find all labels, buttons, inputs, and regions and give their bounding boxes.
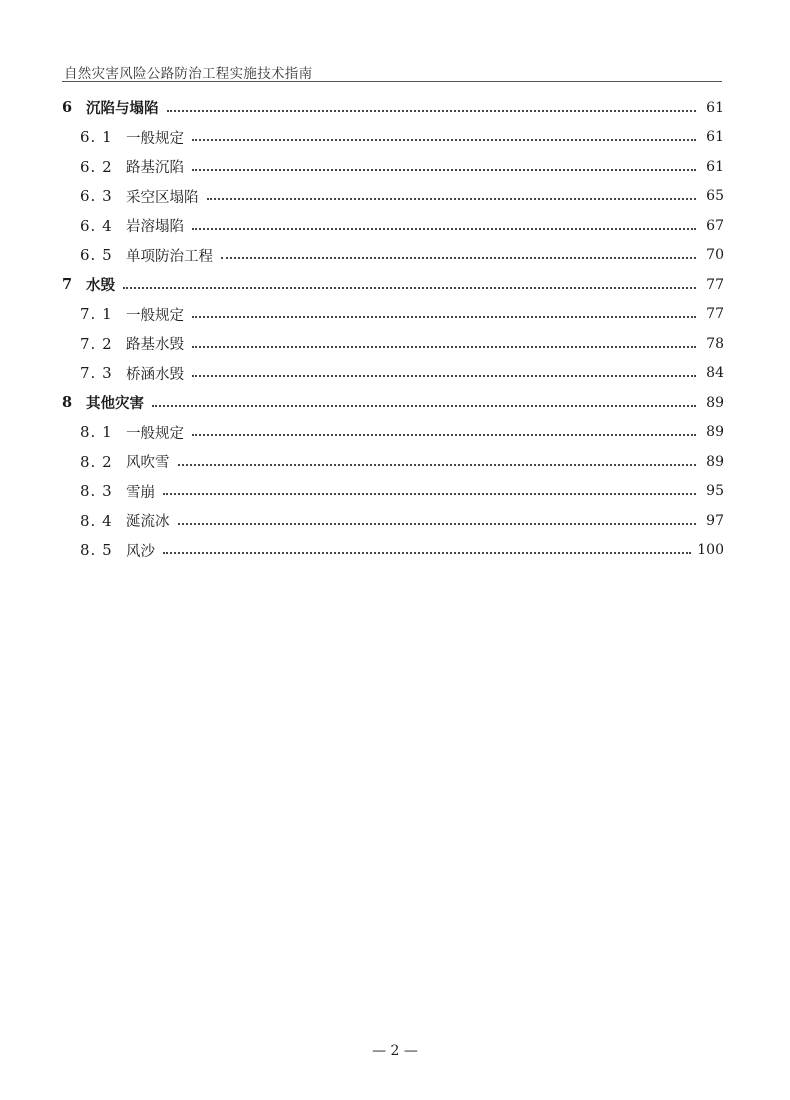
dot-leader (163, 552, 691, 554)
toc-number: 8. 3 (80, 482, 113, 501)
toc-page-number: 97 (706, 512, 724, 529)
toc-number: 7. 2 (80, 334, 113, 353)
toc-page-number: 61 (706, 99, 724, 116)
dot-leader (178, 464, 697, 466)
toc-number: 8. 2 (80, 452, 113, 471)
toc-number: 8. 5 (80, 541, 113, 560)
toc-chapter-6[interactable] (62, 93, 724, 123)
toc-chapter-8[interactable] (62, 388, 724, 418)
toc-section-6-1[interactable] (62, 123, 724, 153)
toc-section-8-4[interactable] (62, 506, 724, 536)
toc-number: 8. 4 (80, 511, 113, 530)
toc-title: 其他灾害 (86, 396, 144, 413)
page-number-footer: — 2 — (372, 1043, 418, 1059)
toc-title: 雪崩 (126, 484, 155, 501)
toc-title: 水毁 (86, 278, 115, 295)
toc-number: 8. 1 (80, 423, 113, 442)
dot-leader (167, 110, 697, 112)
toc-number: 6. 1 (80, 128, 113, 147)
dot-leader (123, 287, 696, 289)
toc-number: 7. 1 (80, 305, 113, 324)
toc-page-number: 61 (706, 129, 724, 146)
toc-title: 路基沉陷 (126, 160, 184, 177)
toc-title: 桥涵水毁 (126, 366, 184, 383)
dot-leader (192, 316, 696, 318)
toc-page-number: 95 (706, 483, 724, 500)
toc-title: 沉陷与塌陷 (86, 101, 159, 118)
toc-page-number: 100 (697, 542, 724, 559)
toc-section-6-3[interactable] (62, 182, 724, 212)
toc-page-number: 89 (706, 453, 724, 470)
dot-leader (221, 257, 696, 259)
toc-number: 6. 3 (80, 187, 113, 206)
toc-title: 单项防治工程 (126, 248, 213, 265)
dot-leader (192, 346, 696, 348)
toc-section-6-4[interactable] (62, 211, 724, 241)
dot-leader (152, 405, 696, 407)
toc-section-8-1[interactable] (62, 418, 724, 448)
toc-section-7-1[interactable] (62, 300, 724, 330)
toc-number: 6. 5 (80, 246, 113, 265)
toc-title: 岩溶塌陷 (126, 219, 184, 236)
dot-leader (178, 523, 697, 525)
toc-title: 路基水毁 (126, 337, 184, 354)
dot-leader (207, 198, 697, 200)
toc-page-number: 61 (706, 158, 724, 175)
toc-section-7-2[interactable] (62, 329, 724, 359)
toc-chapter-7[interactable] (62, 270, 724, 300)
dot-leader (192, 139, 696, 141)
toc-number: 6. 4 (80, 216, 113, 235)
toc-page-number: 84 (706, 365, 724, 382)
toc-title: 一般规定 (126, 307, 184, 324)
table-of-contents (62, 93, 724, 565)
toc-number: 7 (62, 276, 73, 294)
dot-leader (163, 493, 696, 495)
toc-section-8-5[interactable] (62, 536, 724, 566)
toc-number: 6 (62, 99, 73, 117)
toc-section-6-5[interactable] (62, 241, 724, 271)
toc-page-number: 70 (706, 247, 724, 264)
dot-leader (192, 375, 696, 377)
toc-section-7-3[interactable] (62, 359, 724, 389)
dot-leader (192, 169, 696, 171)
toc-title: 采空区塌陷 (126, 189, 199, 206)
toc-section-6-2[interactable] (62, 152, 724, 182)
header-rule (62, 81, 722, 82)
toc-page-number: 89 (706, 424, 724, 441)
toc-page-number: 77 (706, 276, 724, 293)
toc-section-8-2[interactable] (62, 447, 724, 477)
toc-title: 风吹雪 (126, 455, 170, 472)
toc-section-8-3[interactable] (62, 477, 724, 507)
dot-leader (192, 434, 696, 436)
dot-leader (192, 228, 696, 230)
toc-number: 7. 3 (80, 364, 113, 383)
toc-page-number: 65 (706, 188, 724, 205)
toc-title: 一般规定 (126, 425, 184, 442)
toc-title: 风沙 (126, 543, 155, 560)
toc-number: 8 (62, 394, 73, 412)
toc-number: 6. 2 (80, 157, 113, 176)
toc-page-number: 89 (706, 394, 724, 411)
toc-title: 一般规定 (126, 130, 184, 147)
toc-page-number: 77 (706, 306, 724, 323)
toc-title: 涎流冰 (126, 514, 170, 531)
running-header: 自然灾害风险公路防治工程实施技术指南 (64, 66, 313, 82)
toc-page-number: 67 (706, 217, 724, 234)
toc-page-number: 78 (706, 335, 724, 352)
